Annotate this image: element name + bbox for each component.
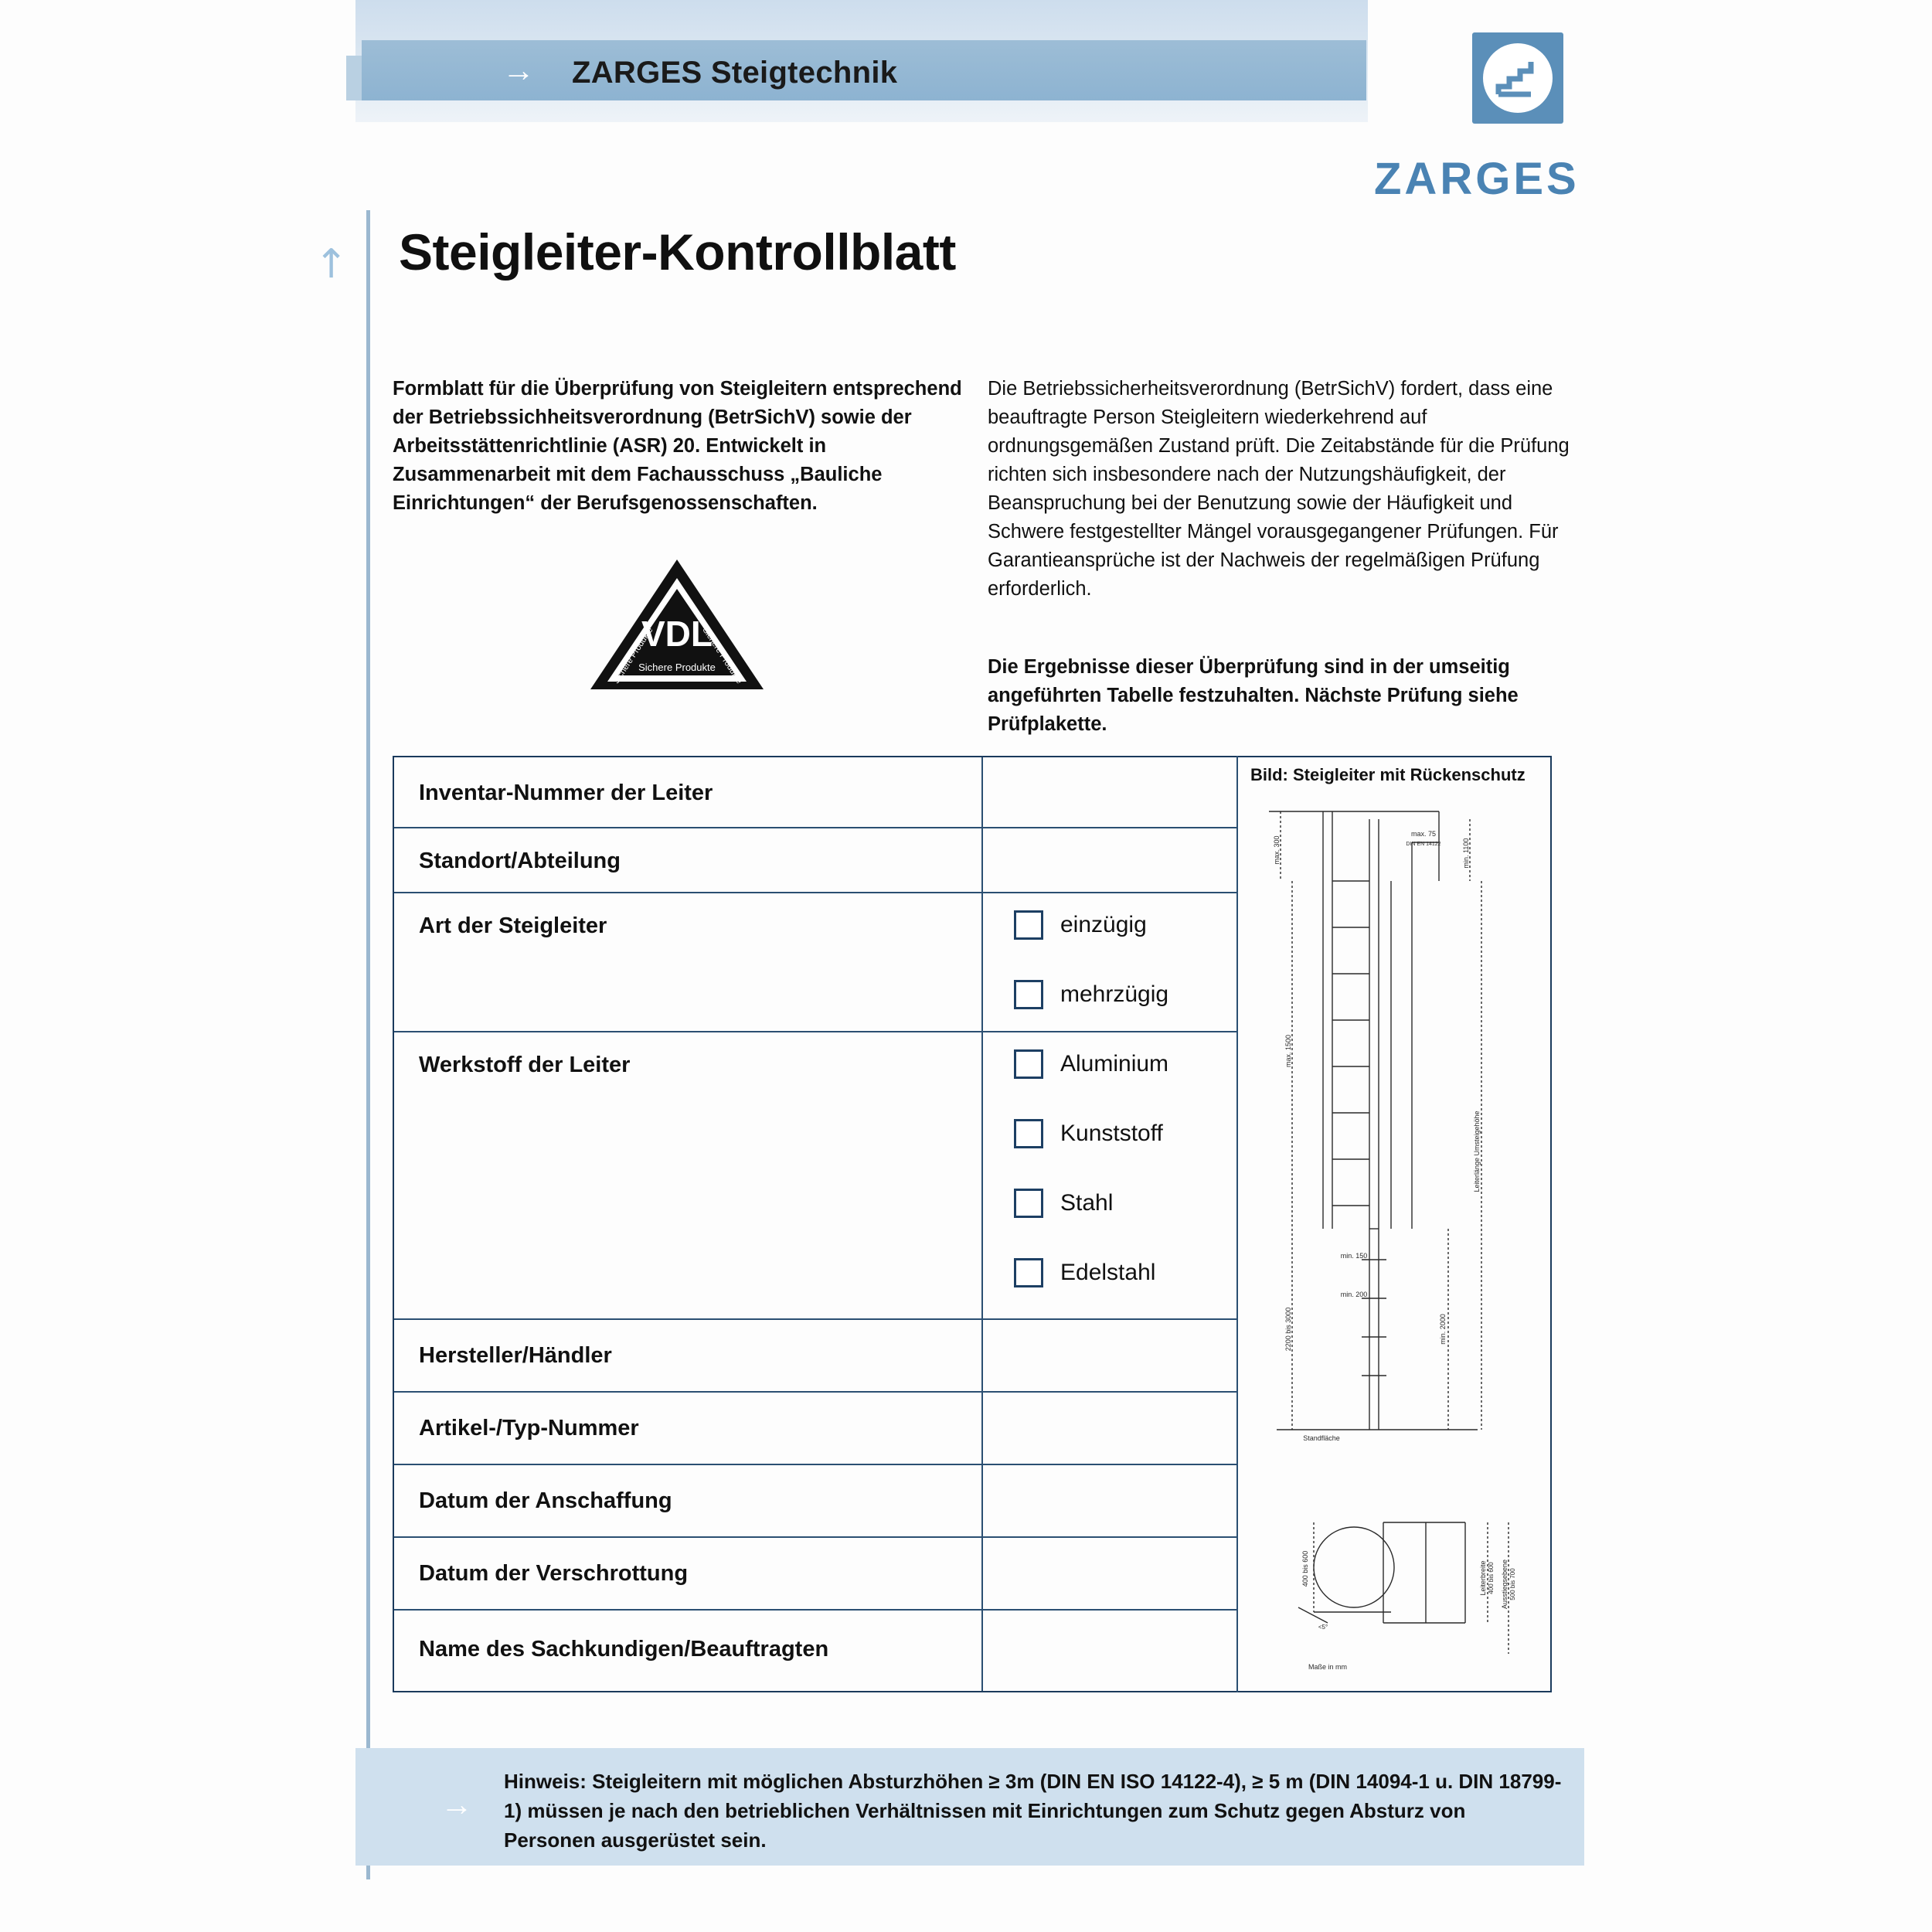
logo-wordmark: ZARGES	[1374, 154, 1580, 204]
intro-paragraph-right: Die Betriebssicherheitsverordnung (BetrSichV) fordert, dass eine beauftragte Person Steigleitern wiederkehrend auf ordnungsgemäßen Zustand prüft. Die Zeitabstände für die Prüfung richten sich insbesondere nach der Nutzungshäufigkeit, der Beanspruchung bei der Benutzung sowie der Häufigkeit und Schwere festgestellter Mängel vorausgegangener Prüfungen. Für Garantieansprüche ist der Nachweis der regelmäßigen Prüfung erforderlich.	[988, 378, 1570, 600]
row-label: Inventar-Nummer der Leiter	[419, 781, 713, 805]
svg-text:Leiterlänge Umsteigehöhe: Leiterlänge Umsteigehöhe	[1473, 1111, 1481, 1192]
svg-text:Sichere Produkte: Sichere Produkte	[700, 625, 744, 686]
checkbox-label: einzügig	[1060, 912, 1147, 937]
svg-text:<5°: <5°	[1318, 1624, 1328, 1631]
steigleiter-plan-view-drawing	[1267, 1507, 1530, 1685]
checkbox-option-einzuegig[interactable]	[1014, 910, 1147, 940]
svg-text:400 bis 600: 400 bis 600	[1301, 1550, 1309, 1587]
row-label: Datum der Verschrottung	[419, 1561, 689, 1586]
row-label: Name des Sachkundigen/Beauftragten	[419, 1637, 829, 1662]
row-value-field[interactable]	[997, 1553, 1221, 1594]
zarges-ladder-circle-icon	[1472, 32, 1563, 124]
row-label: Standort/Abteilung	[419, 849, 621, 873]
checkbox-icon[interactable]	[1014, 1049, 1043, 1079]
checkbox-option-aluminium[interactable]	[1014, 1049, 1168, 1079]
checkbox-label: mehrzügig	[1060, 981, 1169, 1007]
row-value-field[interactable]	[997, 1335, 1221, 1376]
row-label: Datum der Anschaffung	[419, 1488, 672, 1513]
row-value-field[interactable]	[997, 1629, 1221, 1669]
checkbox-icon[interactable]	[1014, 1119, 1043, 1148]
table-row	[394, 1538, 1238, 1611]
checkbox-label: Aluminium	[1060, 1051, 1169, 1077]
svg-text:500 bis 700: 500 bis 700	[1509, 1568, 1516, 1600]
page-title: Steigleiter-Kontrollblatt	[399, 223, 956, 281]
vdl-sichere-produkte-seal	[587, 555, 767, 694]
svg-text:Standfläche: Standfläche	[1303, 1434, 1340, 1442]
svg-text:Leiterbreite: Leiterbreite	[1479, 1560, 1487, 1596]
intro-paragraph-right-bold: Die Ergebnisse dieser Überprüfung sind in der umseitig angeführten Tabelle festzuhalten. Nächste Prüfung siehe Prüfplakette.	[988, 656, 1519, 735]
svg-text:Ausstiegsebene: Ausstiegsebene	[1501, 1559, 1509, 1610]
svg-text:VDL: VDL	[641, 614, 713, 654]
checkbox-label: Edelstahl	[1060, 1260, 1156, 1285]
checkbox-icon[interactable]	[1014, 910, 1043, 940]
table-row	[394, 893, 1238, 1032]
arrow-right-icon: →	[502, 52, 535, 88]
table-row	[394, 1611, 1238, 1691]
row-label: Hersteller/Händler	[419, 1343, 612, 1368]
checkbox-label: Kunststoff	[1060, 1121, 1163, 1146]
svg-text:min. 150: min. 150	[1340, 1252, 1368, 1260]
table-row	[394, 1465, 1238, 1538]
row-label: Artikel-/Typ-Nummer	[419, 1416, 639, 1440]
ladder-steps-icon	[1495, 56, 1540, 100]
svg-text:Sichere Produkte: Sichere Produkte	[611, 625, 655, 686]
table-row	[394, 828, 1238, 893]
svg-text:max. 75: max. 75	[1410, 830, 1437, 838]
checkbox-option-edelstahl[interactable]	[1014, 1258, 1155, 1287]
svg-text:Sichere Produkte: Sichere Produkte	[638, 662, 716, 673]
svg-text:400 bis 600: 400 bis 600	[1488, 1562, 1495, 1594]
note-text: Hinweis: Steigleitern mit möglichen Absturzhöhen ≥ 3m (DIN EN ISO 14122-4), ≥ 5 m (DIN 14094-1 u. DIN 18799-1) müssen je nach den betrieblichen Verhältnissen mit Einrichtungen zum Schutz gegen Absturz von Personen ausgerüstet sein.	[504, 1770, 1562, 1852]
svg-text:min. 200: min. 200	[1340, 1291, 1368, 1298]
table-row	[394, 757, 1238, 828]
intro-paragraph-left: Formblatt für die Überprüfung von Steigleitern entsprechend der Betriebssichheitsverordnung (BetrSichV) sowie der Arbeitsstättenrichtlinie (ASR) 20. Entwickelt in Zusammenarbeit mit dem Fachausschuss „Bauliche Einrichtungen“ der Berufsgenossenschaften.	[393, 378, 962, 514]
brand-title: ZARGES Steigtechnik	[572, 56, 898, 90]
checkbox-icon[interactable]	[1014, 1258, 1043, 1287]
checkbox-label: Stahl	[1060, 1190, 1114, 1216]
svg-text:2200 bis 3000: 2200 bis 3000	[1284, 1307, 1292, 1352]
svg-text:DIN EN 14122: DIN EN 14122	[1406, 842, 1441, 847]
svg-text:min. 1100: min. 1100	[1462, 838, 1470, 869]
svg-text:max. 300: max. 300	[1273, 835, 1281, 865]
figure-caption: Bild: Steigleiter mit Rückenschutz	[1250, 765, 1526, 784]
checkbox-icon[interactable]	[1014, 1189, 1043, 1218]
arrow-up-right-icon: ↗	[302, 235, 359, 291]
row-value-field[interactable]	[997, 773, 1221, 813]
steigleiter-technical-drawing	[1246, 796, 1547, 1492]
row-label: Art der Steigleiter	[419, 913, 607, 938]
checkbox-icon[interactable]	[1014, 980, 1043, 1009]
row-value-field[interactable]	[997, 1481, 1221, 1521]
row-label: Werkstoff der Leiter	[419, 1053, 631, 1077]
row-value-field[interactable]	[997, 1408, 1221, 1448]
row-value-field[interactable]	[997, 841, 1221, 881]
table-row	[394, 1320, 1238, 1393]
svg-text:min. 2000: min. 2000	[1439, 1314, 1447, 1345]
checkbox-option-mehrzuegig[interactable]	[1014, 980, 1168, 1009]
checkbox-option-stahl[interactable]	[1014, 1189, 1113, 1218]
arrow-right-icon: →	[440, 1786, 473, 1822]
checkbox-option-kunststoff[interactable]	[1014, 1119, 1163, 1148]
left-vertical-rule	[366, 210, 370, 1879]
table-row	[394, 1393, 1238, 1465]
svg-text:Maße in mm: Maße in mm	[1308, 1663, 1348, 1671]
svg-text:max. 1500: max. 1500	[1284, 1034, 1292, 1068]
table-row	[394, 1032, 1238, 1320]
